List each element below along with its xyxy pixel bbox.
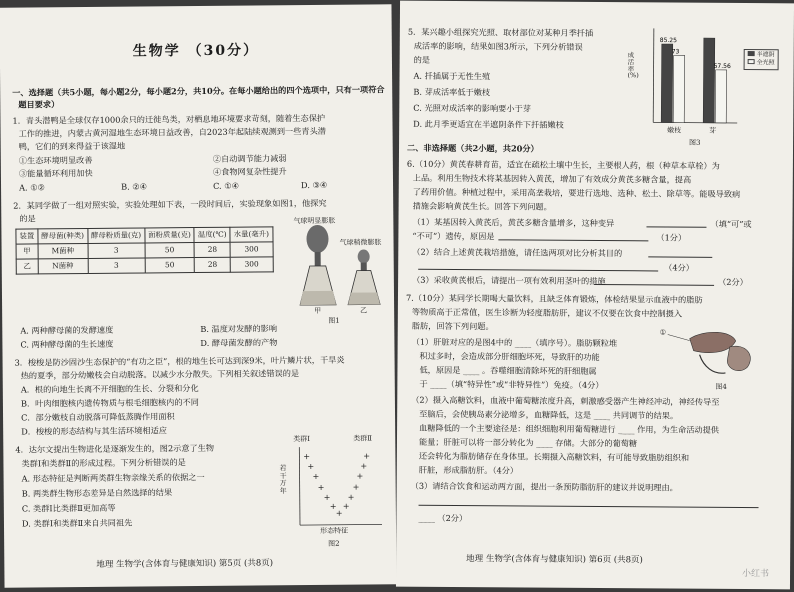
page-footer-right: 地理 生物学(含体育与健康知识) 第6页 (共8页) — [466, 554, 643, 566]
q2-option: A. 两种酵母菌的发酵速度 — [20, 324, 114, 336]
q7-sub2: （2）摄入高糖饮料，血液中葡萄糖浓度升高，刺激感受器产生神经冲动，神经传导至 — [411, 394, 720, 407]
q3-line: 热的夏季，部分幼嫩枝会自动脱落。以减少水分散失。下列相关叙述错误的是 — [20, 368, 300, 381]
y-axis-line — [299, 447, 300, 525]
flask-neck — [315, 252, 321, 266]
table-header: 面粉质量(克) — [145, 228, 195, 243]
x-axis-label: 形态特征 — [320, 526, 349, 535]
plus-mark: + — [303, 452, 311, 462]
figure-2-caption: 图2 — [328, 539, 340, 548]
table-cell: 甲 — [16, 244, 38, 259]
q6-line: 6.（10分）黄芪春耕育苗，适宜在疏松土壤中生长，主要根人药，根（种草本草栓）为 — [406, 158, 720, 171]
q1-option: A. ①② — [19, 182, 45, 193]
q4-line: 4．达尔文提出生物进化是逐渐发生的，图2示意了生物 — [15, 442, 215, 455]
survival-rate-chart — [627, 22, 784, 139]
legend-label: 全光照 — [756, 59, 775, 67]
q6-sub1-cont: “不可”）遗传，原因是 — [412, 230, 495, 242]
flask-neck-2 — [361, 263, 367, 271]
section2-header: 二、非选择题（共2小题，共20分） — [406, 142, 539, 154]
label-jia: 甲 — [314, 306, 322, 315]
q1-option: C. ①④ — [212, 180, 239, 191]
q5-line: 的是 — [413, 54, 431, 65]
legend-label: 半遮阴 — [756, 51, 775, 59]
answer-blank[interactable] — [648, 256, 712, 257]
flask-illustration — [289, 216, 390, 317]
q1-line: 鸭，它们的到来得益于该湿地 — [18, 140, 126, 152]
legend-swatch — [748, 59, 755, 64]
plus-mark: + — [317, 482, 325, 492]
dough-yi — [348, 292, 380, 304]
q7-sub1: （1）肝脏对应的是图4中的 ____（填序号）。脂肪颗粒堆 — [411, 336, 618, 349]
dough-jia — [300, 291, 336, 305]
figure-4-caption: 图4 — [715, 382, 727, 391]
q4-line: 类群Ⅰ和类群Ⅱ的形成过程。下列分析错误的是 — [21, 457, 186, 469]
figure-1-caption: 图1 — [328, 316, 340, 325]
table-header: 装置 — [16, 229, 38, 244]
legend-swatch — [748, 51, 755, 56]
chart-legend — [744, 49, 779, 70]
q4-option: B. 两类群生物形态差异是自然选择的结果 — [21, 487, 173, 499]
q3-line: 3．梭梭是防沙固沙生态保护的“有功之臣”，根的地生长可达到深9米，叶片鳞片状，干旱炎 — [14, 354, 345, 368]
q7-sub1-cont: 低，原因是 ____ 。吞噬细胞清除坏死的肝细胞属 — [419, 364, 597, 377]
table-cell: 28 — [194, 242, 230, 257]
intestine-shape — [699, 355, 725, 373]
plus-mark: + — [307, 461, 315, 472]
answer-blank[interactable] — [418, 269, 658, 272]
q2-option: B. 温度对发酵的影响 — [200, 323, 278, 334]
balloon-label-yi: 气球稍微膨胀 — [339, 238, 382, 247]
table-cell: 50 — [145, 258, 195, 273]
q7-line: 等物质高于正常值，医生诊断为轻度脂肪肝，建议不仅要在饮食中控制摄入 — [411, 306, 683, 319]
chart-bar — [661, 44, 673, 123]
table-cell: 3 — [88, 258, 145, 273]
plus-mark: + — [363, 451, 371, 461]
figure-2 — [275, 434, 392, 547]
table-cell: 50 — [145, 243, 195, 258]
evolution-diagram — [275, 434, 392, 539]
chart-bar — [673, 55, 684, 122]
plus-mark: + — [323, 492, 331, 502]
q1-item: ③能量循环利用加快 — [18, 167, 93, 179]
q7-sub2-cont: 能量；肝脏可以将一部分转化为 ____ 存储。大部分的葡萄糖 — [418, 436, 638, 449]
page-footer-left: 地理 生物学(含体育与健康知识) 第5页 (共8页) — [96, 558, 274, 570]
x-axis-line — [300, 524, 382, 525]
chart-y-axis — [653, 28, 654, 122]
q6-sub1: （1）某基因转入黄芪后，黄芪多糖含量增多，这种变异 — [412, 216, 615, 229]
q4-option: A. 形态特征是判断两类群生物亲缘关系的依据之一 — [21, 471, 205, 484]
q1-line: 工作的推进，内蒙古黄河湿地生态环境日益改善，自2023年起陆续观测到一些青头潜 — [18, 125, 327, 139]
table-header: 酵母粉质量(克) — [87, 228, 144, 243]
q4-option: D. 类群Ⅰ和类群Ⅱ来自共同祖先 — [21, 517, 133, 529]
q3-option: B．叶肉细胞核内遗传物质与根毛细胞核内的不同 — [20, 396, 199, 409]
q5-option: C. 光照对成活率的影响要小于芽 — [413, 102, 531, 114]
q2-line: 的是 — [19, 213, 36, 224]
q2-line: 2．某同学做了一组对照实验，实验处理如下表，一段时间后，实验现象如图1，他探究 — [13, 197, 327, 211]
balloon-large — [306, 225, 328, 253]
table-row — [16, 257, 273, 274]
balloon-label-jia: 气球明显膨胀 — [293, 216, 336, 226]
q3-option: D．梭梭的形态结构与其生活环境相适应 — [21, 425, 167, 437]
chart-category: 嫩枝 — [667, 126, 682, 135]
q2-option: C. 两种酵母菌的生长速度 — [20, 338, 114, 350]
q7-line: 7.（10分）某同学长期喝大量饮料，且缺乏体育锻炼，体检结果显示血液中的脂肪 — [405, 292, 703, 305]
q5-option: D. 此月季更适宜在半遮阴条件下扦插嫩枝 — [413, 118, 564, 130]
plus-mark: + — [329, 501, 337, 511]
q7-line: 脂肪，回答下列问题。 — [411, 320, 494, 332]
q4-option: C. 类群Ⅰ比类群Ⅱ更加高等 — [21, 502, 116, 514]
balloon-small — [358, 250, 370, 264]
stomach-shape — [727, 346, 750, 371]
q7-sub2-cont: 肝脏，形成脂肪肝。（4分） — [418, 464, 519, 476]
plus-marks — [303, 452, 370, 519]
table-header: 酵母菌(种类) — [38, 228, 88, 243]
figure-4-marker: ① — [659, 328, 667, 337]
q7-sub2-cont: 至脑后，会使胰岛素分泌增多，血糖降低，这是 ____ 共同调节的结果。 — [419, 408, 679, 421]
legend-item — [748, 59, 775, 68]
q6-sub1-tail: （填“可”或 — [710, 218, 752, 230]
q2-option: D. 酵母菌发酵的产物 — [200, 337, 278, 348]
q7-sub2-cont: 血糖降低的一个主要途径是：组织细胞利用葡萄糖进行 ____ 作用，为生命活动提供 — [419, 422, 720, 435]
table-cell: 28 — [195, 257, 231, 272]
watermark-text: 小红书 — [742, 569, 770, 580]
plus-mark: + — [335, 508, 343, 518]
q7-sub3-cont: ____ （2分） — [418, 512, 468, 524]
q5-line: 5．某兴趣小组探究光照、取材部位对某种月季扦插 — [407, 26, 594, 38]
chart-data-label: 57.56 — [713, 62, 731, 70]
table-cell: 乙 — [16, 259, 38, 274]
q5-option: B. 芽成活率低于嫩枝 — [413, 86, 491, 98]
table-header: 水量(毫升) — [230, 227, 272, 242]
q6-line: 措施会影响黄芪生长。回答下列问题。 — [412, 200, 552, 212]
q5-option: A. 扦插属于无性生殖 — [413, 70, 491, 82]
q7-sub1-cont: 积过多时，会造成部分肝细胞坏死，导致肝的功能 — [419, 350, 600, 363]
digestive-system-illustration — [659, 324, 769, 383]
q1-item: ④食物网复杂性提升 — [212, 166, 287, 177]
q7-sub2-cont: 还会转化为脂肪储存在身体里。长期摄入高糖饮料，有可能导致脂肪组织和 — [418, 450, 690, 463]
chart-category: 芽 — [709, 126, 717, 135]
figure-3-caption: 图3 — [689, 138, 701, 147]
q6-sub2-score: （4分） — [664, 262, 695, 273]
chart-bar — [703, 38, 715, 123]
q3-option: A．根的向地生长离不开细胞的生长、分裂和分化 — [20, 382, 199, 395]
q6-sub3: （3）采收黄芪根后，请提出一项有效利用茎叶的措施 — [412, 274, 606, 287]
chart-bar — [715, 70, 726, 123]
figure-3 — [627, 22, 784, 153]
answer-blank[interactable] — [419, 505, 759, 508]
experiment-table — [15, 226, 273, 274]
q6-sub2: （2）结合上述黄芪栽培措施，请任选两项对比分析其目的 — [412, 246, 623, 259]
right-page — [396, 1, 794, 590]
q6-line: 上品。利用生物技术将某基因转入黄芪，增加了有效成分黄芪多糖含量，提高 — [412, 172, 692, 185]
table-cell: 300 — [230, 257, 272, 272]
answer-blank[interactable] — [498, 239, 648, 241]
chart-data-label: 85.25 — [659, 37, 677, 45]
label-yi: 乙 — [360, 306, 368, 315]
q6-sub3-score: （2分） — [718, 276, 748, 288]
q5-line: 成活率的影响，结果如图3所示，下列分析错误 — [413, 40, 583, 52]
answer-blank[interactable] — [594, 284, 714, 286]
group-2-label: 类群Ⅱ — [353, 434, 373, 443]
table-header: 温度(℃) — [194, 227, 230, 242]
figure-4 — [659, 324, 769, 393]
q7-sub3: （3）请结合饮食和运动两方面，提出一条预防脂肪肝的建议并说明理由。 — [410, 480, 678, 493]
q6-sub1-score: （1分） — [656, 232, 687, 243]
group-1-label: 类群Ⅰ — [293, 435, 311, 444]
section1-header: 一、选择题（共5小题，每小题2分，每小题2分，共10分。在每小题给出的四个选项中，只有一项符合 — [12, 84, 385, 98]
q6-line: 了药用价值。种植过程中，采用高垄栽培，要进行选地、选种、松土、除草等。能吸导致病 — [412, 186, 741, 200]
pointer-line — [668, 335, 690, 341]
table-cell: N菌种 — [38, 258, 88, 273]
chart-y-label: 成活率(%) — [627, 51, 639, 80]
chart-data-label: 73 — [671, 48, 680, 56]
plus-mark: + — [312, 471, 320, 482]
answer-blank[interactable] — [646, 226, 706, 227]
q1-item: ①生态环境明显改善 — [18, 154, 93, 166]
table-cell: M菌种 — [38, 243, 88, 258]
plus-mark: + — [356, 471, 364, 481]
left-page — [0, 4, 397, 587]
exam-title: 生物学 （30分） — [132, 42, 260, 60]
plus-mark: + — [347, 492, 355, 502]
plus-mark: + — [342, 501, 350, 511]
q7-sub1-cont: 于 ____（填“特异性”或“非特异性”）免疫。（4分） — [419, 378, 604, 391]
y-axis-label: 若干万年 — [279, 464, 287, 496]
q1-option: D. ③④ — [300, 179, 328, 191]
q1-item: ②自动调节能力减弱 — [212, 153, 287, 164]
q1-line: 1．青头潜鸭是全球仅存1000余只的迁徙鸟类，对栖息地环境要求苛刻，随着生态保护 — [12, 112, 326, 126]
figure-1 — [289, 216, 390, 327]
liver-shape — [690, 332, 736, 353]
table-cell: 300 — [230, 242, 272, 257]
plus-mark: + — [360, 461, 368, 471]
q1-option: B. ②④ — [120, 181, 147, 192]
section1-header-cont: 题目要求） — [18, 99, 60, 110]
plus-mark: + — [352, 482, 360, 492]
table-cell: 3 — [88, 243, 145, 258]
q3-option: C．部分嫩枝自动脱落可降低蒸腾作用面积 — [21, 411, 175, 423]
